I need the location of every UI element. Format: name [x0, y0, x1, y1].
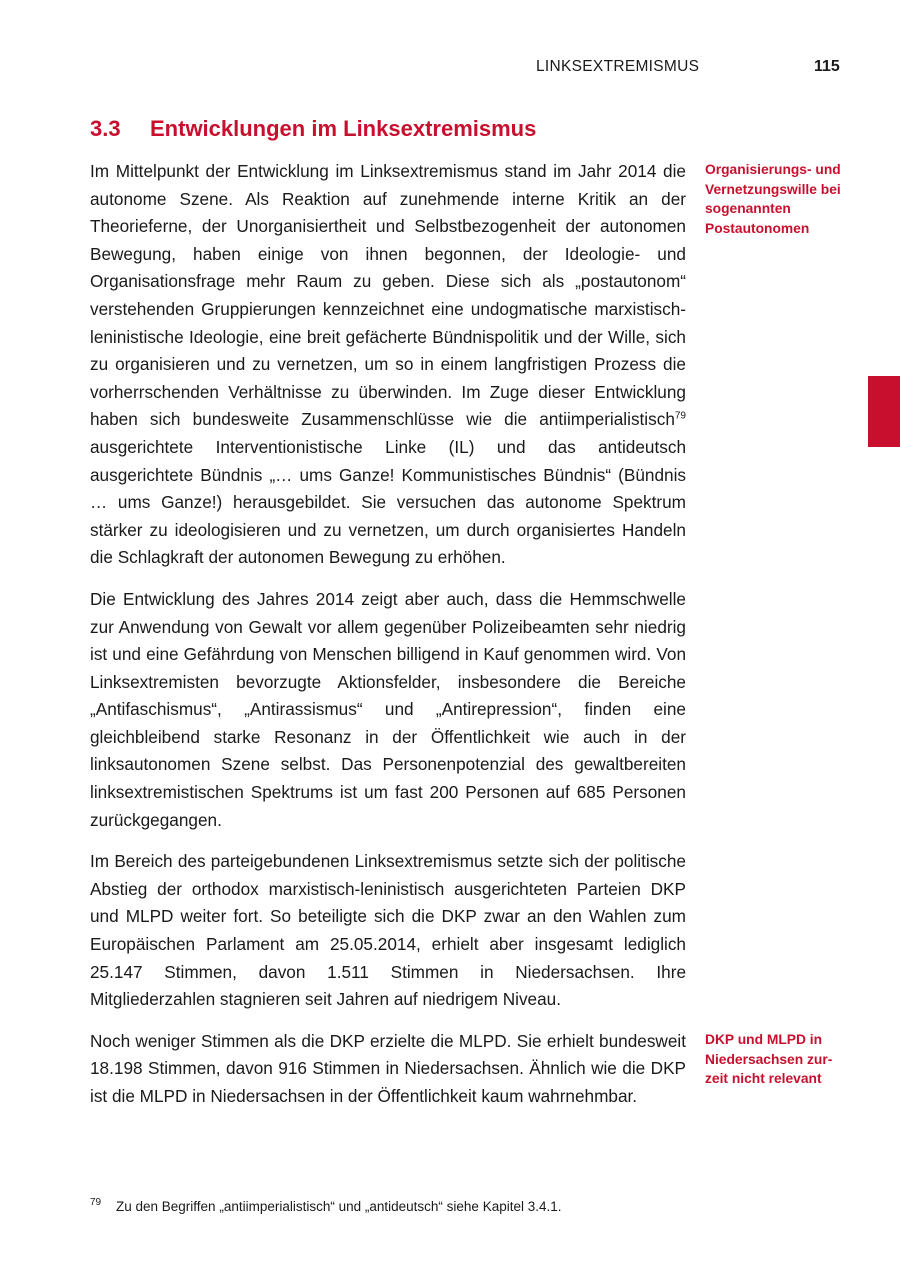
running-head: LINKSEXTREMISMUS	[536, 58, 700, 75]
marginal-note-postautonome: Organisierungs- und Vernetzungswille bei sogenannten Postautonomen	[705, 162, 841, 236]
paragraph-3: Im Bereich des parteigebundenen Linksextremismus setzte sich der politische Abstieg der orthodox marxistisch-leninistisch ausgerichteten Parteien DKP und MLPD weiter fort. So beteiligte sich die DKP zwar an den Wahlen zum Europäischen Parlament am 25.05.2014, erhielt aber insgesamt lediglich 25.147 Stimmen, davon 1.511 Stimmen in Niedersachsen. Ihre Mitgliederzahlen stagnieren seit Jahren auf niedrigem Niveau.	[90, 851, 686, 1010]
footnote-number: 79	[90, 1197, 102, 1208]
marginal-note-dkp-mlpd: DKP und MLPD in Niedersachsen zurzeit nicht relevant	[705, 1032, 833, 1087]
section-title	[90, 116, 536, 142]
paragraph-1	[90, 158, 686, 572]
paragraph-1-part-a: Im Mittelpunkt der Entwicklung im Linksextremismus stand im Jahr 2014 die autonome Szene. Als Reaktion auf zunehmende interne Kritik an der Theorieferne, der Unorganisiertheit und Selbstbezogenheit der autonomen Bewegung, haben einige von ihnen begonnen, der Ideologie- und Organisationsfrage mehr Raum zu geben. Diese sich als „postautonom“ verstehenden Gruppierungen kennzeichnet eine undogmatische marxistisch-leninistische Ideologie, eine breit gefächerte Bündnispolitik und der Wille, sich zu organisieren und zu vernetzen, um so in einem langfristigen Prozess die vorherrschenden Verhältnisse zu überwinden. Im Zuge dieser Entwicklung haben sich bundesweite Zusammenschlüsse wie die antiimperialistisch	[90, 161, 686, 430]
chapter-tab-marker	[868, 376, 900, 447]
paragraph-2: Die Entwicklung des Jahres 2014 zeigt aber auch, dass die Hemmschwelle zur Anwendung von Gewalt vor allem gegenüber Polizeibeamten sehr niedrig ist und eine Gefährdung von Menschen billigend in Kauf genommen wird. Von Linksextremisten bevorzugte Aktionsfelder, insbesondere die Bereiche „Antifaschismus“, „Antirassismus“ und „Antirepression“, finden eine gleichbleibend starke Resonanz in der Öffentlichkeit wie auch in der linksautonomen Szene selbst. Das Personenpotenzial des gewaltbereiten linksextremistischen Spektrums ist um fast 200 Personen auf 685 Personen zurückgegangen.	[90, 588, 686, 830]
paragraph-4: Noch weniger Stimmen als die DKP erzielte die MLPD. Sie erhielt bundesweit 18.198 Stimmen, davon 916 Stimmen in Niedersachsen. Ähnlich wie die DKP ist die MLPD in Niedersachsen in der Öffentlichkeit kaum wahrnehmbar.	[90, 1030, 686, 1106]
paragraph-1-part-b: ausgerichtete Interventionistische Linke (IL) und das antideutsch ausgerichtete Bündnis „… ums Ganze! Kommunistisches Bündnis“ (Bündnis … ums Ganze!) herausgebildet. Sie versuchen das autonome Spektrum stärker zu ideologisieren und zu vernetzen, um durch organisiertes Handeln die Schlagkraft der autonomen Bewegung zu erhöhen.	[90, 436, 686, 568]
footnote-text: Zu den Begriffen „antiimperialistisch“ und „antideutsch“ siehe Kapitel 3.4.1.	[116, 1199, 562, 1214]
section-heading-text: Entwicklungen im Linksextremismus	[150, 116, 537, 141]
body-text	[90, 158, 686, 1125]
page-number: 115	[814, 58, 840, 75]
footnote	[90, 1199, 790, 1214]
footnote-reference[interactable]: 79	[674, 410, 686, 422]
section-number: 3.3	[90, 116, 121, 141]
